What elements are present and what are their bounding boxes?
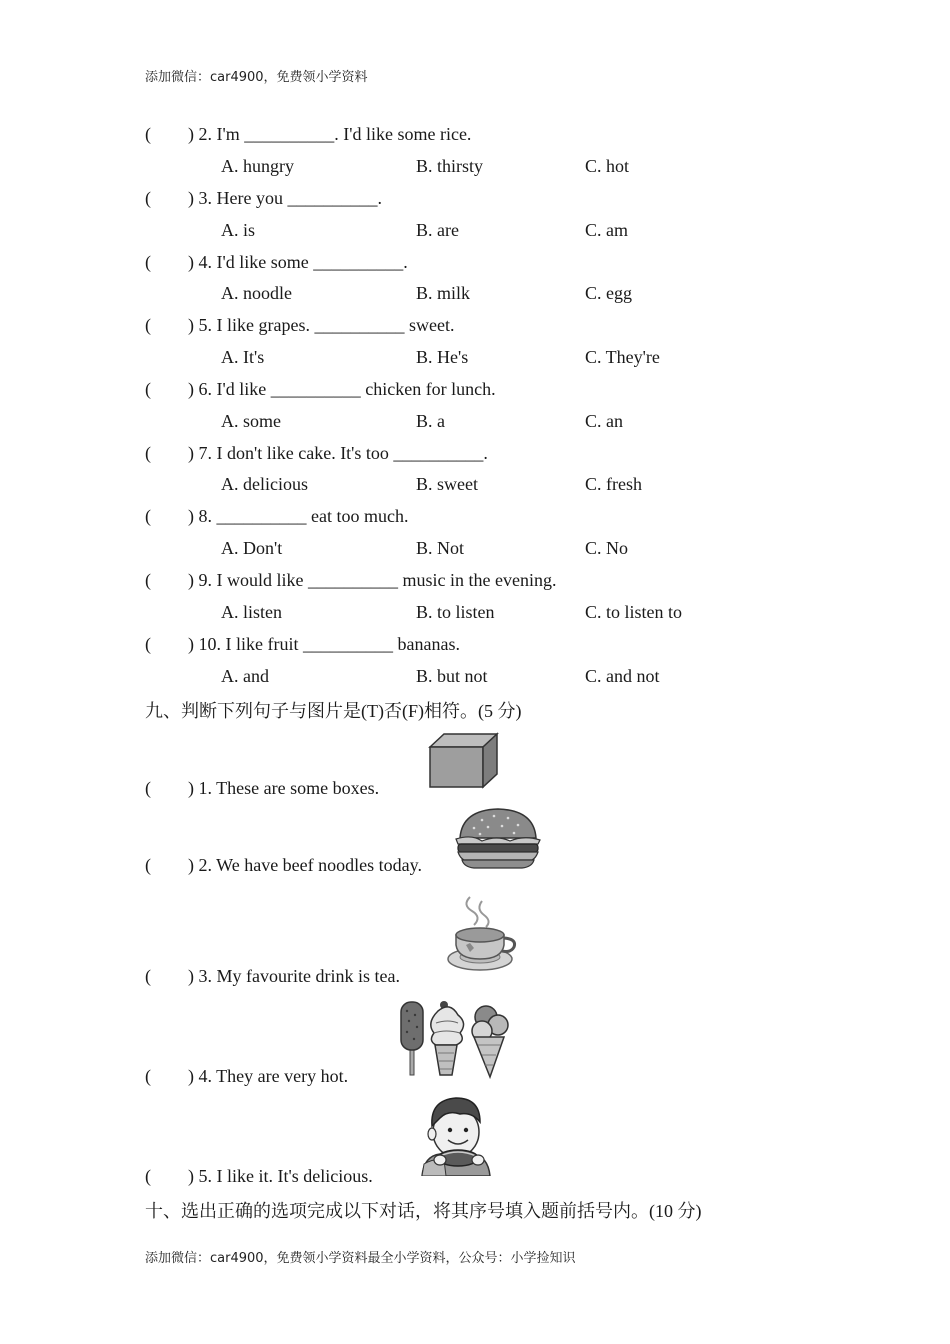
- question-text: ) 9. I would like __________ music in the evening.: [188, 570, 557, 590]
- option-a: A. is: [221, 220, 256, 240]
- hamburger-icon: [452, 806, 544, 870]
- option-b: B. Not: [416, 538, 465, 558]
- option-b: B. He's: [416, 347, 469, 367]
- question-text: ) 4. They are very hot.: [188, 1066, 349, 1086]
- option-b: B. a: [416, 411, 445, 431]
- option-b: B. but not: [416, 666, 488, 686]
- question-text: ) 3. Here you __________.: [188, 188, 382, 208]
- box-icon: [426, 731, 500, 791]
- option-b: B. to listen: [416, 602, 495, 622]
- question-text: ) 3. My favourite drink is tea.: [188, 966, 400, 986]
- option-a: A. delicious: [221, 474, 308, 494]
- option-c: C. hot: [585, 156, 630, 176]
- answer-paren: (: [145, 252, 151, 272]
- question-text: ) 8. __________ eat too much.: [188, 506, 409, 526]
- answer-paren: (: [145, 570, 151, 590]
- option-c: C. egg: [585, 283, 632, 303]
- question-text: ) 7. I don't like cake. It's too __________.: [188, 443, 488, 463]
- answer-paren: (: [145, 506, 151, 526]
- answer-paren: (: [145, 634, 151, 654]
- option-a: A. some: [221, 411, 281, 431]
- answer-paren: (: [145, 443, 151, 463]
- option-c: C. and not: [585, 666, 660, 686]
- option-a: A. and: [221, 666, 269, 686]
- option-c: C. an: [585, 411, 623, 431]
- page-header-watermark: 添加微信：car4900，免费领小学资料: [145, 70, 368, 85]
- answer-paren: (: [145, 855, 151, 875]
- page-footer-watermark: 添加微信：car4900，免费领小学资料最全小学资料，公众号：小学捡知识: [145, 1251, 576, 1266]
- answer-paren: (: [145, 778, 151, 798]
- question-text: ) 2. We have beef noodles today.: [188, 855, 422, 875]
- question-text: ) 2. I'm __________. I'd like some rice.: [188, 124, 472, 144]
- section-10-title: 十、选出正确的选项完成以下对话，将其序号填入题前括号内。(10 分): [145, 1201, 702, 1221]
- answer-paren: (: [145, 315, 151, 335]
- answer-paren: (: [145, 379, 151, 399]
- question-text: ) 1. These are some boxes.: [188, 778, 380, 798]
- option-b: B. thirsty: [416, 156, 484, 176]
- ice-cream-icon: [396, 999, 512, 1079]
- question-text: ) 10. I like fruit __________ bananas.: [188, 634, 460, 654]
- option-a: A. It's: [221, 347, 265, 367]
- answer-paren: (: [145, 966, 151, 986]
- option-a: A. listen: [221, 602, 282, 622]
- teacup-icon: [440, 893, 520, 975]
- option-c: C. fresh: [585, 474, 642, 494]
- option-c: C. to listen to: [585, 602, 683, 622]
- question-text: ) 5. I like grapes. __________ sweet.: [188, 315, 455, 335]
- option-c: C. They're: [585, 347, 660, 367]
- boy-eating-icon: [414, 1094, 496, 1176]
- option-c: C. am: [585, 220, 628, 240]
- option-b: B. sweet: [416, 474, 478, 494]
- option-b: B. are: [416, 220, 459, 240]
- option-a: A. noodle: [221, 283, 292, 303]
- option-a: A. hungry: [221, 156, 294, 176]
- question-text: ) 6. I'd like __________ chicken for lunch.: [188, 379, 496, 399]
- answer-paren: (: [145, 1166, 151, 1186]
- option-a: A. Don't: [221, 538, 283, 558]
- section-9-title: 九、判断下列句子与图片是(T)否(F)相符。(5 分): [145, 701, 522, 721]
- question-text: ) 4. I'd like some __________.: [188, 252, 408, 272]
- option-b: B. milk: [416, 283, 471, 303]
- question-text: ) 5. I like it. It's delicious.: [188, 1166, 373, 1186]
- option-c: C. No: [585, 538, 629, 558]
- answer-paren: (: [145, 1066, 151, 1086]
- answer-paren: (: [145, 188, 151, 208]
- answer-paren: (: [145, 124, 151, 144]
